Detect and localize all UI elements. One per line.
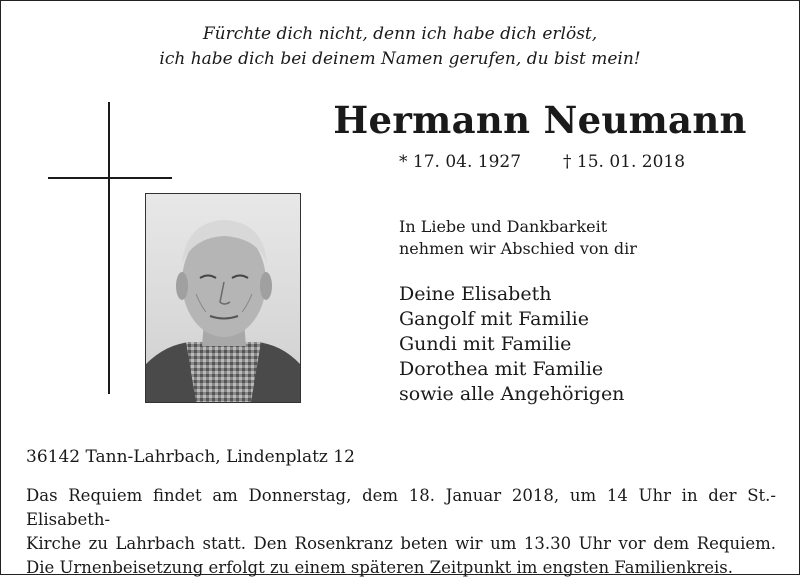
mourners-list: [399, 282, 624, 407]
notice-line-1: Das Requiem findet am Donnerstag, dem 18. Januar 2018, um 14 Uhr in der St.-Elisabeth-: [26, 486, 776, 529]
portrait-photo: [145, 193, 301, 403]
mourner: Deine Elisabeth: [399, 283, 552, 305]
farewell-line-1: In Liebe und Dankbarkeit: [399, 217, 608, 236]
mourner: sowie alle Angehörigen: [399, 383, 625, 405]
birth-date: * 17. 04. 1927: [399, 152, 522, 172]
farewell-text: [399, 216, 637, 260]
deceased-name: Hermann Neumann: [333, 98, 747, 142]
mourner: Gundi mit Familie: [399, 333, 572, 355]
family-address: 36142 Tann-Lahrbach, Lindenplatz 12: [26, 447, 355, 467]
verse-line-2: ich habe dich bei deinem Namen gerufen, du bist mein!: [159, 49, 641, 69]
notice-line-2: Kirche zu Lahrbach statt. Den Rosenkranz beten wir um 13.30 Uhr vor dem Requiem.: [26, 534, 776, 553]
cross-icon-horizontal: [48, 177, 172, 179]
portrait-photo-icon: [146, 194, 300, 402]
notice-line-3: Die Urnenbeisetzung erfolgt zu einem späteren Zeitpunkt im engsten Familienkreis.: [26, 558, 733, 577]
death-date: † 15. 01. 2018: [563, 152, 686, 172]
bible-verse: [0, 22, 800, 72]
verse-line-1: Fürchte dich nicht, denn ich habe dich erlöst,: [202, 24, 598, 44]
farewell-line-2: nehmen wir Abschied von dir: [399, 239, 637, 258]
mourner: Gangolf mit Familie: [399, 308, 589, 330]
service-notice: [26, 484, 776, 580]
cross-icon-vertical: [108, 102, 110, 394]
mourner: Dorothea mit Familie: [399, 358, 604, 380]
